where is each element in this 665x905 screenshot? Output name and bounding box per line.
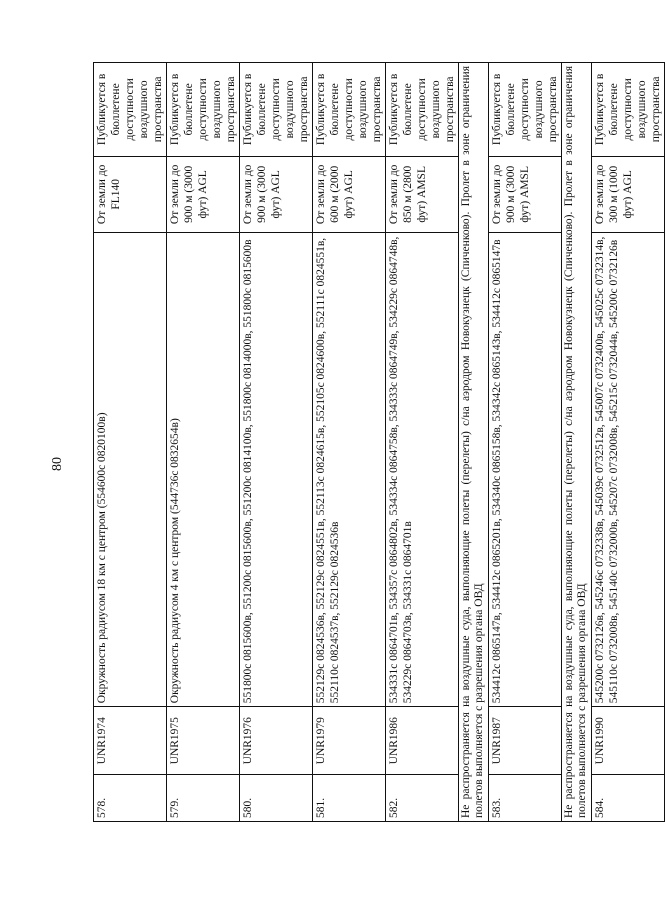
zone-description: 552129с 0824536в, 552129с 0824551в, 552113с 0824615в, 552105с 0824600в, 552111с 0824551в, 552110с 0824537в, 552129с 0824536в (313, 232, 386, 706)
row-number: 584. (592, 775, 665, 822)
altitude-limits: От земли до 900 м (3000 фут) AGL (167, 156, 240, 232)
altitude-limits: От земли до FL140 (94, 156, 167, 232)
zone-description: 534331с 0864701в, 534357с 0864802в, 534334с 0864758в, 534333с 0864749в, 534229с 0864748в, 534229с 0864703в, 534331с 0864701в (386, 232, 459, 706)
rotated-page (93, 62, 662, 822)
row-number: 581. (313, 775, 386, 822)
zone-description: Окружность радиусом 4 км с центром (544736с 0832654в) (167, 232, 240, 706)
zone-description: 551800с 0815600в, 551200с 0815600в, 551200с 0814100в, 551800с 0814000в, 551800с 0815600в (240, 232, 313, 706)
publication-note: Публикуется в бюллетене доступности воздушного пространства (94, 63, 167, 157)
publication-note: Публикуется в бюллетене доступности воздушного пространства (489, 63, 562, 157)
page-number: 80 (50, 457, 65, 471)
note-row (562, 63, 592, 822)
airspace-table (93, 62, 665, 822)
note-row (459, 63, 489, 822)
row-number: 582. (386, 775, 459, 822)
exemption-note: Не распространяется на воздушные суда, выполняющие полеты (перелеты) с/на аэродром Новокузнецк (Спиченково). Пролет в зоне ограничения полетов выполняется с разрешения органа ОВД (459, 63, 489, 822)
zone-code: UNR1974 (94, 707, 167, 775)
publication-note: Публикуется в бюллетене доступности воздушного пространства (313, 63, 386, 157)
table-row (592, 63, 665, 822)
publication-note: Публикуется в бюллетене доступности воздушного пространства (386, 63, 459, 157)
table-row (386, 63, 459, 822)
table-row (240, 63, 313, 822)
table-row (489, 63, 562, 822)
zone-code: UNR1986 (386, 707, 459, 775)
table-row (313, 63, 386, 822)
row-number: 580. (240, 775, 313, 822)
publication-note: Публикуется в бюллетене доступности воздушного пространства (240, 63, 313, 157)
zone-code: UNR1979 (313, 707, 386, 775)
zone-description: 534412с 0865147в, 534412с 0865201в, 534340с 0865158в, 534342с 0865143в, 534412с 0865147в (489, 232, 562, 706)
zone-code: UNR1990 (592, 707, 665, 775)
table-row (94, 63, 167, 822)
table-row (167, 63, 240, 822)
zone-code: UNR1976 (240, 707, 313, 775)
altitude-limits: От земли до 900 м (3000 фут) AMSL (489, 156, 562, 232)
publication-note: Публикуется в бюллетене доступности воздушного пространства (167, 63, 240, 157)
row-number: 579. (167, 775, 240, 822)
zone-description: 545200с 0732126в, 545246с 0732338в, 545039с 0732512в, 545007с 0732400в, 545025с 0732314в, 545110с 0732008в, 545140с 0732000в, 545207с 0732008в, 545215с 0732044в, 545200с 0732126в (592, 232, 665, 706)
altitude-limits: От земли до 600 м (2000 фут) AGL (313, 156, 386, 232)
altitude-limits: От земли до 900 м (3000 фут) AGL (240, 156, 313, 232)
exemption-note: Не распространяется на воздушные суда, выполняющие полеты (перелеты) с/на аэродром Новокузнецк (Спиченково). Пролет в зоне ограничения полетов выполняется с разрешения органа ОВД (562, 63, 592, 822)
altitude-limits: От земли до 850 м (2800 фут) AMSL (386, 156, 459, 232)
row-number: 583. (489, 775, 562, 822)
zone-code: UNR1987 (489, 707, 562, 775)
row-number: 578. (94, 775, 167, 822)
zone-description: Окружность радиусом 18 км с центром (554600с 0820100в) (94, 232, 167, 706)
altitude-limits: От земли до 300 м (1000 фут) AGL (592, 156, 665, 232)
zone-code: UNR1975 (167, 707, 240, 775)
publication-note: Публикуется в бюллетене доступности воздушного пространства (592, 63, 665, 157)
